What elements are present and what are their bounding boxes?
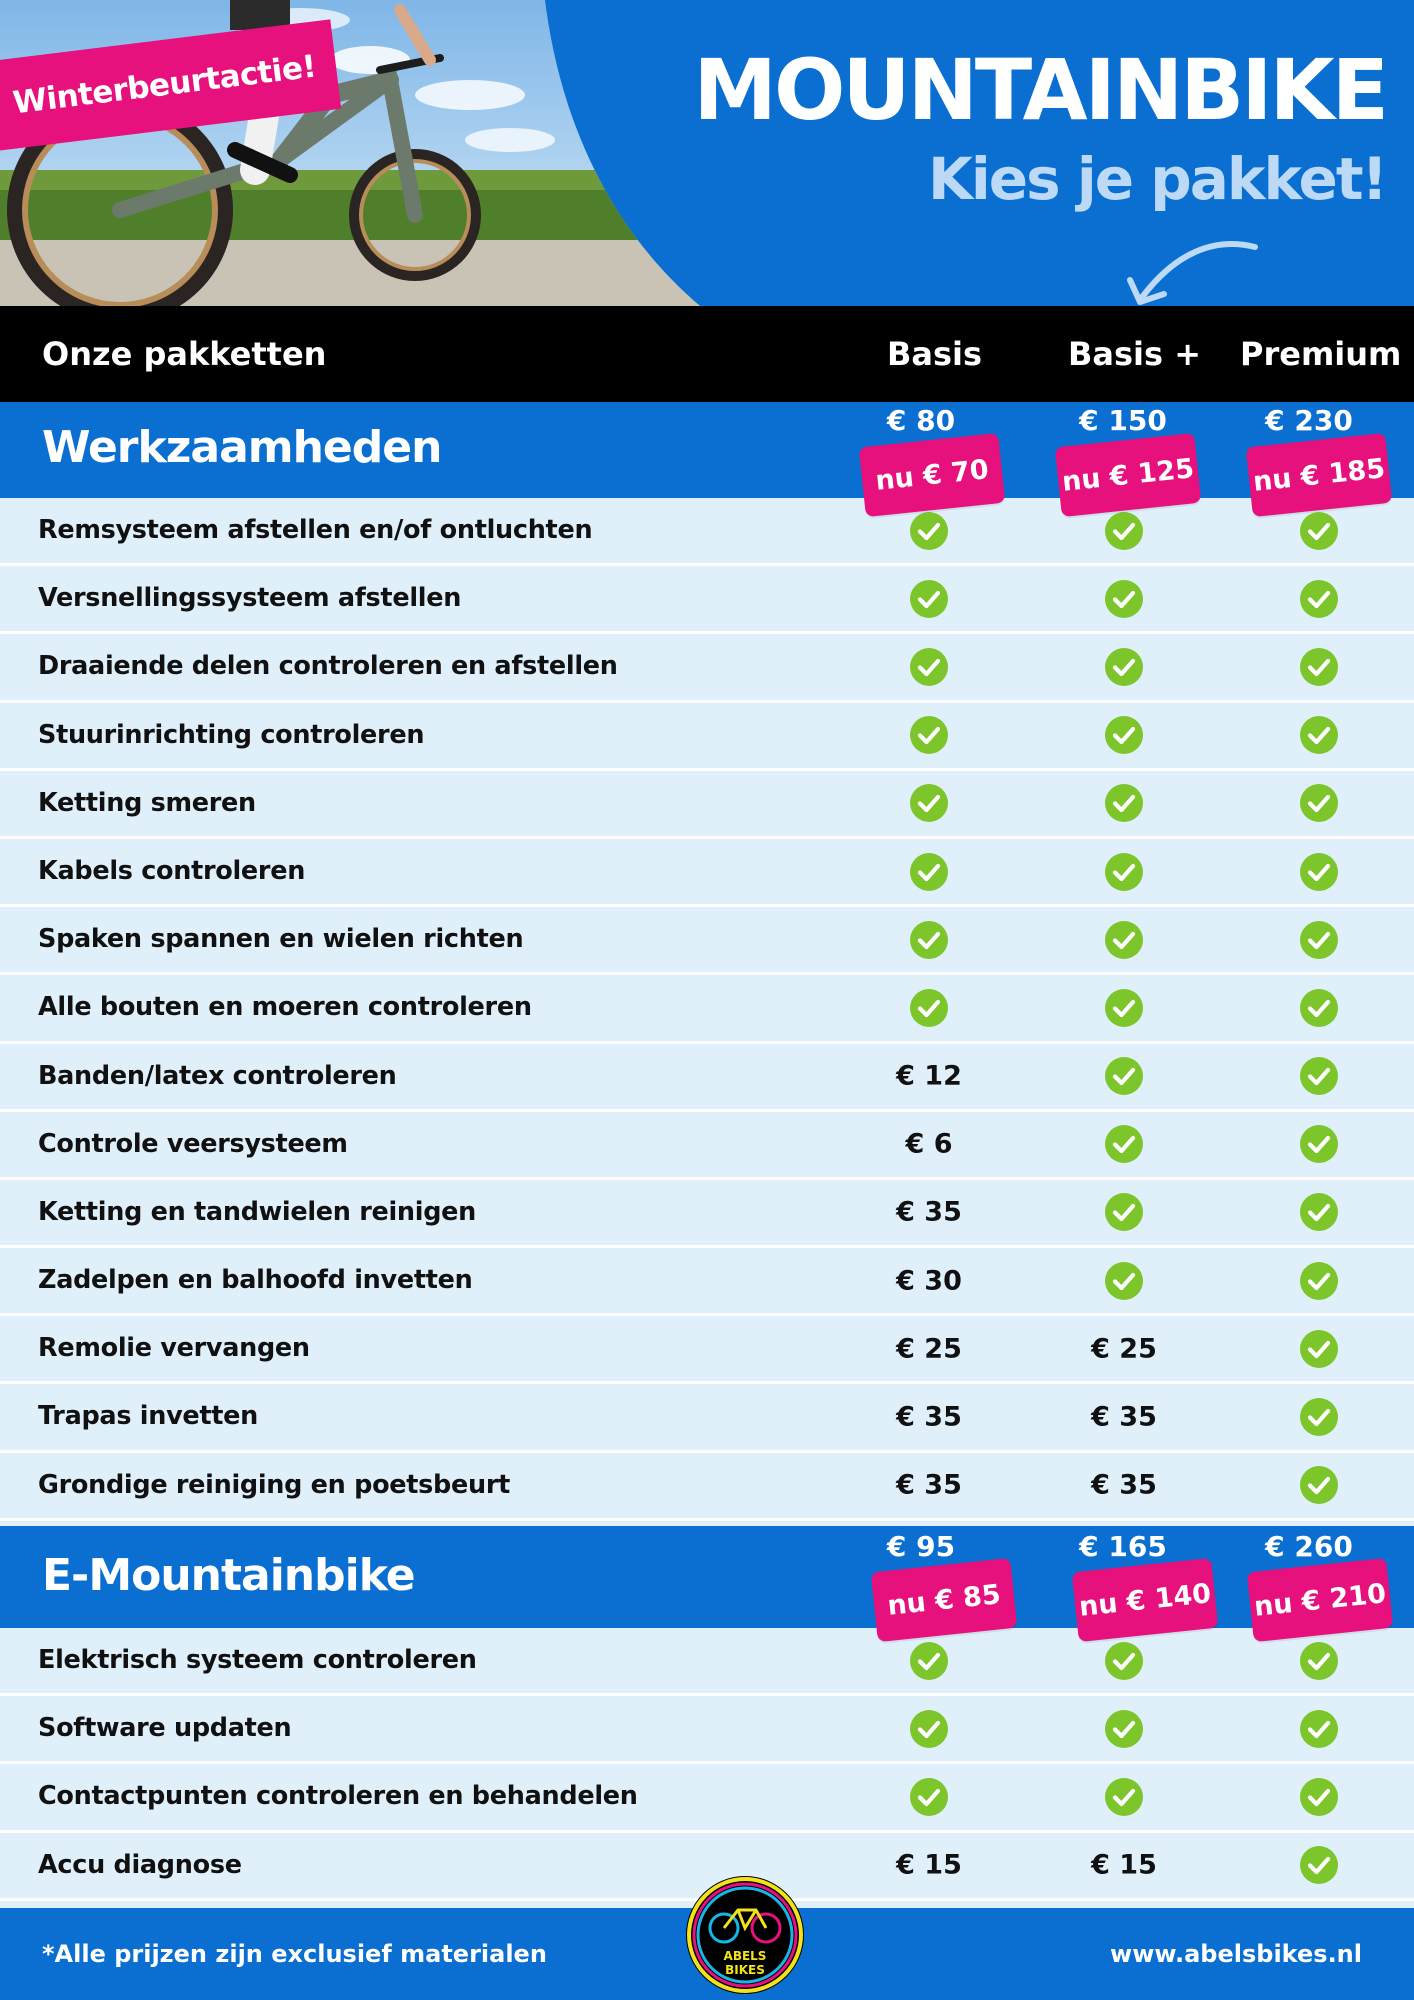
task-label: Stuurinrichting controleren	[38, 719, 425, 750]
package-cell	[1029, 566, 1219, 631]
package-cell	[833, 907, 1025, 972]
old-price: € 230	[1265, 404, 1353, 437]
check-circle-icon	[1299, 511, 1339, 551]
table-row	[0, 1764, 1414, 1832]
package-cell	[1029, 1833, 1219, 1898]
check-circle-icon	[1299, 1777, 1339, 1817]
task-cell	[0, 907, 829, 972]
section-bar-werkzaamheden	[0, 402, 1414, 498]
section-title: E-Mountainbike	[42, 1550, 415, 1601]
check-circle-icon	[1299, 852, 1339, 892]
table-row	[0, 1628, 1414, 1696]
package-cell	[1029, 703, 1219, 768]
footer-note: *Alle prijzen zijn exclusief materialen	[42, 1940, 547, 1968]
task-label: Contactpunten controleren en behandelen	[38, 1781, 638, 1812]
task-cell	[0, 1453, 829, 1518]
package-cell	[1223, 566, 1414, 631]
column-basis: Basis	[887, 335, 983, 373]
table-row	[0, 498, 1414, 566]
task-cell	[0, 703, 829, 768]
package-cell	[1223, 975, 1414, 1040]
package-cell	[833, 1453, 1025, 1518]
package-cell	[1223, 1453, 1414, 1518]
check-circle-icon	[909, 988, 949, 1028]
column-premium: Premium	[1240, 335, 1402, 373]
extra-price: € 25	[1091, 1333, 1157, 1365]
task-cell	[0, 1696, 829, 1761]
package-cell	[1223, 1696, 1414, 1761]
table-row	[0, 1112, 1414, 1180]
package-cell	[833, 1112, 1025, 1177]
task-cell	[0, 1316, 829, 1381]
package-cell	[833, 1628, 1025, 1693]
extra-price: € 15	[1091, 1849, 1157, 1881]
check-circle-icon	[1299, 920, 1339, 960]
table-row	[0, 771, 1414, 839]
extra-price: € 35	[896, 1401, 962, 1433]
check-circle-icon	[1299, 1845, 1339, 1885]
package-cell	[1029, 1316, 1219, 1381]
check-circle-icon	[1104, 988, 1144, 1028]
check-circle-icon	[909, 1641, 949, 1681]
check-circle-icon	[909, 647, 949, 687]
sale-price-badge: nu € 140	[1072, 1558, 1219, 1642]
check-circle-icon	[1299, 1329, 1339, 1369]
check-circle-icon	[1104, 1709, 1144, 1749]
table-row	[0, 839, 1414, 907]
check-circle-icon	[909, 579, 949, 619]
task-label: Spaken spannen en wielen richten	[38, 924, 524, 955]
package-cell	[1223, 1833, 1414, 1898]
table-row	[0, 566, 1414, 634]
check-circle-icon	[1104, 1192, 1144, 1232]
check-circle-icon	[1299, 1056, 1339, 1096]
task-label: Remsysteem afstellen en/of ontluchten	[38, 515, 593, 545]
package-cell	[833, 566, 1025, 631]
task-cell	[0, 634, 829, 699]
table-row	[0, 1696, 1414, 1764]
table-row	[0, 634, 1414, 702]
old-price: € 80	[886, 404, 956, 437]
extra-price: € 12	[896, 1060, 962, 1092]
task-cell	[0, 771, 829, 836]
package-cell	[1223, 1044, 1414, 1109]
task-cell	[0, 975, 829, 1040]
check-circle-icon	[909, 852, 949, 892]
check-circle-icon	[909, 783, 949, 823]
task-cell	[0, 1833, 829, 1898]
hero-banner	[0, 0, 1414, 306]
package-cell	[1029, 634, 1219, 699]
package-cell	[833, 1316, 1025, 1381]
task-cell	[0, 1112, 829, 1177]
package-cell	[833, 839, 1025, 904]
package-cell	[1223, 1628, 1414, 1693]
package-cell	[1223, 907, 1414, 972]
old-price: € 150	[1079, 404, 1167, 437]
package-cell	[833, 1696, 1025, 1761]
package-cell	[1029, 1112, 1219, 1177]
package-cell	[1223, 1384, 1414, 1449]
task-label: Elektrisch systeem controleren	[38, 1645, 477, 1675]
package-cell	[1223, 703, 1414, 768]
bicycle-logo-icon	[686, 1876, 804, 1994]
package-cell	[1029, 1453, 1219, 1518]
table-row	[0, 1180, 1414, 1248]
check-circle-icon	[1104, 715, 1144, 755]
curved-arrow-icon	[1120, 232, 1270, 306]
package-cell	[833, 1180, 1025, 1245]
table-rows-e-mountainbike	[0, 1628, 1414, 1901]
check-circle-icon	[1299, 1397, 1339, 1437]
sale-price-badge: nu € 70	[859, 433, 1006, 517]
extra-price: € 35	[896, 1196, 962, 1228]
task-label: Controle veersysteem	[38, 1128, 348, 1159]
check-circle-icon	[1299, 579, 1339, 619]
task-label: Remolie vervangen	[38, 1333, 310, 1364]
sale-price-badge: nu € 185	[1246, 433, 1393, 517]
logo-text: ABELS	[723, 1949, 767, 1963]
package-cell	[1223, 1112, 1414, 1177]
check-circle-icon	[1104, 511, 1144, 551]
table-row	[0, 975, 1414, 1043]
table-row	[0, 1384, 1414, 1452]
package-cell	[1223, 771, 1414, 836]
package-cell	[833, 1833, 1025, 1898]
package-cell	[1223, 1180, 1414, 1245]
extra-price: € 30	[896, 1265, 962, 1297]
check-circle-icon	[1104, 1261, 1144, 1301]
package-cell	[1223, 1248, 1414, 1313]
package-cell	[1029, 1628, 1219, 1693]
check-circle-icon	[1299, 715, 1339, 755]
check-circle-icon	[1299, 1465, 1339, 1505]
table-row	[0, 1044, 1414, 1112]
package-cell	[1223, 839, 1414, 904]
table-row	[0, 1248, 1414, 1316]
task-label: Accu diagnose	[38, 1849, 242, 1880]
sale-price-badge: nu € 85	[871, 1558, 1018, 1642]
package-cell	[833, 1764, 1025, 1829]
package-cell	[833, 634, 1025, 699]
extra-price: € 15	[896, 1849, 962, 1881]
column-basis-plus: Basis +	[1068, 335, 1201, 373]
check-circle-icon	[909, 1709, 949, 1749]
check-circle-icon	[1104, 1124, 1144, 1164]
task-label: Draaiende delen controleren en afstellen	[38, 651, 618, 682]
check-circle-icon	[1299, 1641, 1339, 1681]
package-cell	[833, 1384, 1025, 1449]
old-price: € 260	[1265, 1530, 1353, 1563]
check-circle-icon	[1104, 920, 1144, 960]
check-circle-icon	[1104, 783, 1144, 823]
packages-label: Onze pakketten	[42, 335, 327, 373]
old-price: € 165	[1079, 1530, 1167, 1563]
page-subtitle: Kies je pakket!	[927, 145, 1386, 213]
task-label: Alle bouten en moeren controleren	[38, 992, 532, 1023]
task-label: Zadelpen en balhoofd invetten	[38, 1265, 473, 1296]
package-cell	[1029, 1764, 1219, 1829]
check-circle-icon	[909, 1777, 949, 1817]
task-cell	[0, 1248, 829, 1313]
task-cell	[0, 1384, 829, 1449]
check-circle-icon	[1299, 1192, 1339, 1232]
package-cell	[833, 771, 1025, 836]
package-cell	[1029, 1180, 1219, 1245]
table-row	[0, 1316, 1414, 1384]
extra-price: € 35	[896, 1469, 962, 1501]
task-cell	[0, 1628, 829, 1693]
task-cell	[0, 566, 829, 631]
extra-price: € 35	[1091, 1469, 1157, 1501]
package-cell	[1029, 771, 1219, 836]
check-circle-icon	[1104, 579, 1144, 619]
check-circle-icon	[1104, 1777, 1144, 1817]
task-label: Grondige reiniging en poetsbeurt	[38, 1469, 511, 1500]
extra-price: € 35	[1091, 1401, 1157, 1433]
package-cell	[1029, 1384, 1219, 1449]
sale-price-badge: nu € 125	[1055, 433, 1202, 517]
website-link[interactable]: www.abelsbikes.nl	[1110, 1940, 1362, 1968]
package-cell	[1223, 1764, 1414, 1829]
page-title: MOUNTAINBIKE	[693, 41, 1386, 139]
package-cell	[1029, 1044, 1219, 1109]
logo-text: BIKES	[725, 1963, 765, 1977]
old-price: € 95	[886, 1530, 956, 1563]
table-rows-werkzaamheden	[0, 498, 1414, 1521]
package-cell	[1223, 1316, 1414, 1381]
section-title: Werkzaamheden	[42, 422, 442, 473]
promo-label: Winterbeurtactie!	[11, 48, 318, 122]
check-circle-icon	[1104, 852, 1144, 892]
task-label: Banden/latex controleren	[38, 1060, 397, 1091]
check-circle-icon	[1104, 1641, 1144, 1681]
table-row	[0, 703, 1414, 771]
task-label: Kabels controleren	[38, 855, 306, 886]
task-cell	[0, 1180, 829, 1245]
check-circle-icon	[1104, 647, 1144, 687]
task-label: Ketting en tandwielen reinigen	[38, 1196, 477, 1227]
check-circle-icon	[1299, 988, 1339, 1028]
task-cell	[0, 498, 829, 563]
check-circle-icon	[909, 511, 949, 551]
packages-header	[0, 306, 1414, 402]
check-circle-icon	[909, 920, 949, 960]
task-label: Versnellingssysteem afstellen	[38, 583, 462, 614]
table-row	[0, 907, 1414, 975]
task-cell	[0, 839, 829, 904]
task-cell	[0, 1044, 829, 1109]
task-label: Software updaten	[38, 1713, 292, 1744]
package-cell	[1029, 975, 1219, 1040]
package-cell	[833, 1248, 1025, 1313]
sale-price-badge: nu € 210	[1247, 1558, 1394, 1642]
package-cell	[1029, 1696, 1219, 1761]
package-cell	[1029, 1248, 1219, 1313]
table-row	[0, 1453, 1414, 1521]
check-circle-icon	[1299, 647, 1339, 687]
task-label: Ketting smeren	[38, 787, 256, 818]
package-cell	[1223, 634, 1414, 699]
package-cell	[1029, 907, 1219, 972]
package-cell	[833, 1044, 1025, 1109]
extra-price: € 6	[905, 1128, 953, 1160]
check-circle-icon	[1299, 783, 1339, 823]
check-circle-icon	[1299, 1124, 1339, 1164]
package-cell	[833, 703, 1025, 768]
check-circle-icon	[1299, 1261, 1339, 1301]
package-cell	[833, 975, 1025, 1040]
check-circle-icon	[909, 715, 949, 755]
extra-price: € 25	[896, 1333, 962, 1365]
check-circle-icon	[1299, 1709, 1339, 1749]
task-label: Trapas invetten	[38, 1401, 259, 1432]
check-circle-icon	[1104, 1056, 1144, 1096]
task-cell	[0, 1764, 829, 1829]
package-cell	[1029, 839, 1219, 904]
